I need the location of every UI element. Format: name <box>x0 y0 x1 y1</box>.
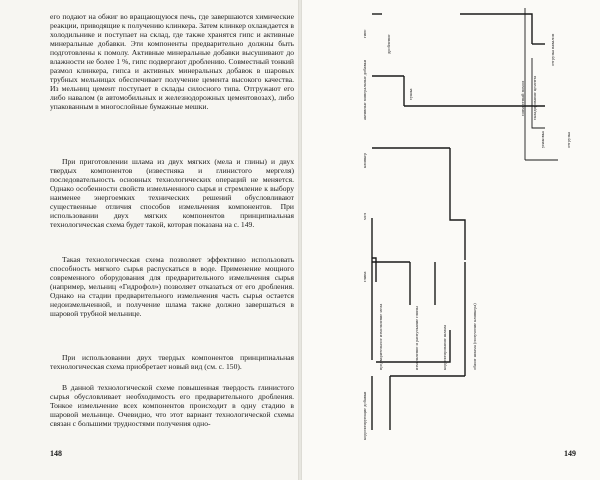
label-glina: глина <box>362 271 367 282</box>
paragraph-2: При приготовлении шлама из двух мягких (мела и глины) и двух твердых компонентов (известняка и глинистого мергеля) последовательность основных технологических операций не меняется. Однако особенности свойств измельченного сырья и стремление к выбору наименее энергоемких технических решений обусловливают существенные отличия способов измельчения компонентов. При использовании двух мягких компонентов принципиальная технологическая схема будет такой, которая показана на с. 149. <box>50 157 294 230</box>
label-otgr-naval: отгрузка навалом <box>550 33 555 66</box>
paragraph-5: В данной технологической схеме повышенная твердость глинистого сырья обусловливает необходимость его предварительного дробления. Тонкое измельчение всех компонентов происходит в одну стадию в шаровой мельнице. Очевидно, что этот вариант технологической схемы связан с большими трудностями получения одно- <box>50 383 294 429</box>
page-number-right: 149 <box>564 449 576 458</box>
label-obzhig: обжиг шлама (получение клинкера) <box>472 303 477 370</box>
label-prep-izm-gl: измельчение и распускание глины <box>414 306 419 370</box>
label-akt: активные минеральные добавки <box>362 59 367 120</box>
label-korr-sklad: корректирование шлама <box>442 324 447 370</box>
label-sush: сушка <box>408 88 413 100</box>
label-mel: мел <box>362 213 367 220</box>
label-otgruzka: отгрузка <box>566 132 571 148</box>
label-gips: гипс <box>362 29 367 38</box>
label-klinker: клинкер <box>362 152 367 168</box>
page-number-left: 148 <box>50 449 62 458</box>
diagram-lines <box>372 8 558 430</box>
label-upak: упаковка <box>540 131 545 148</box>
label-korr-dob: корректирующие добавки <box>362 391 367 440</box>
paragraph-1: его подают на обжиг во вращающуюся печь, где завершаются химические реакции, приводящие к получению клинкера. Затем клинкер охлаждается в холодильнике и поступает на склад, где также хранятся гипс и активные минеральные добавки. Эти компоненты предварительно должны быть подготовлены к помолу. Активные минеральные добавки высушивают до влажности не более 1 %, гипс подвергают дроблению. Совместный тонкий размол клинкера, гипса и активных минеральных добавок в шаровых трубных мельницах обеспечивает получение цемента высокого качества. Из мельниц цемент поступает в склады силосного типа. Отгружают его либо навалом (в автомобильных и железнодорожных цементовозах), либо упакованным в многослойные бумажные мешки. <box>50 12 294 112</box>
label-prep-izm-mel: предварительное измельчение мела <box>378 303 383 370</box>
paragraph-3: Такая технологическая схема позволяет эффективно использовать способность мягкого сырья распускаться в воде. Применение мощного современного оборудования для предварительного измельчения сырья (например, мельниц «Гидрофол») позволяет отказаться от его дробления. Однако на стадии предварительного измельчения часть сырья остается недоизмельченной, и получение шлама также должно завершаться в шаровой трубной мельнице. <box>50 255 294 319</box>
label-sklad: складирование цемента <box>532 75 537 120</box>
label-sovm: совместный помол <box>520 80 525 116</box>
label-drob: дробление <box>386 34 391 54</box>
technology-flow-diagram <box>300 0 600 480</box>
paragraph-4: При использовании двух твердых компонентов принципиальная технологическая схема приобретает новый вид (см. с. 150). <box>50 353 294 372</box>
